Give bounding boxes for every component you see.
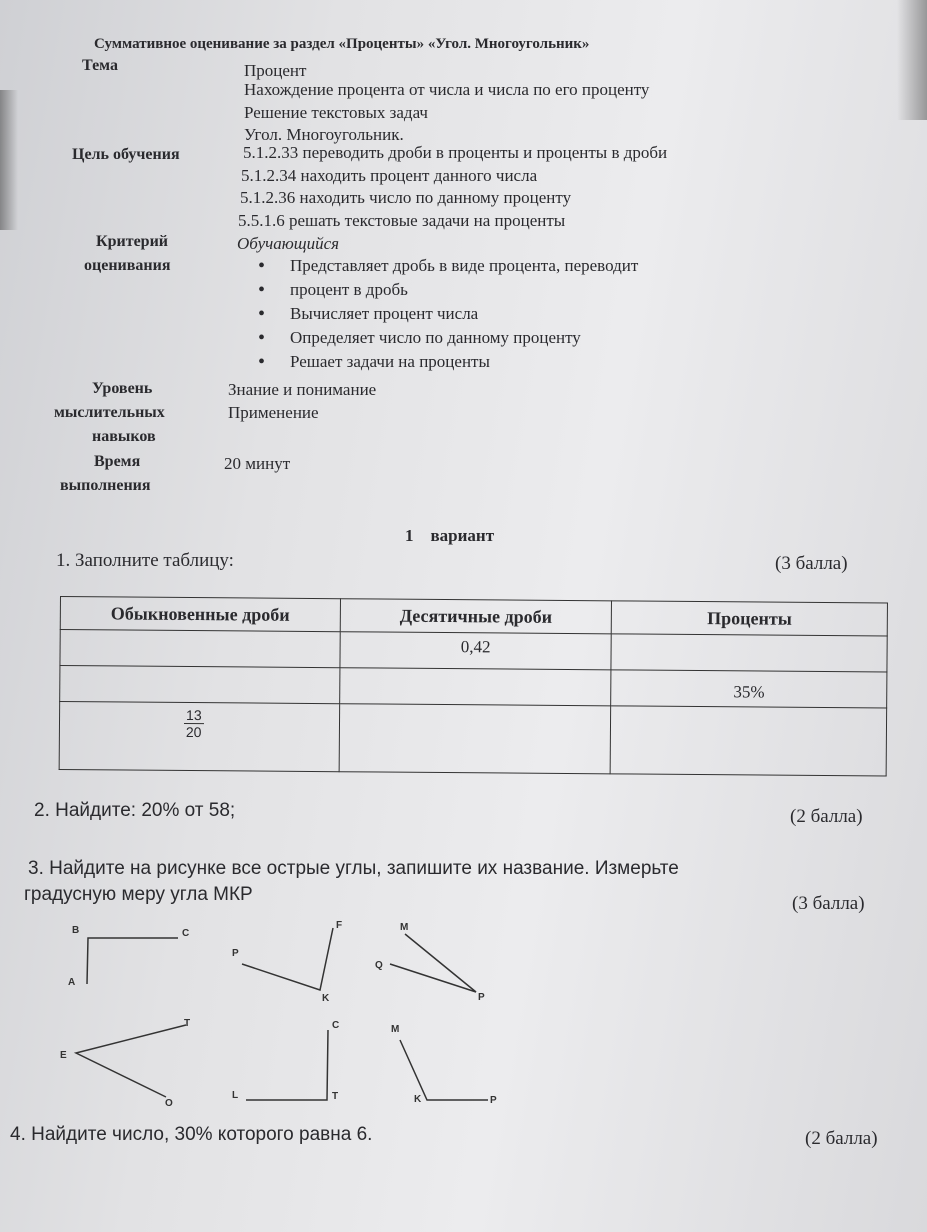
cell-empty[interactable]	[60, 630, 340, 668]
angle-teo	[76, 1025, 186, 1097]
criteria-item: • Вычисляет процент числа	[256, 302, 638, 326]
label-t: T	[184, 1018, 191, 1029]
label-k: K	[322, 993, 330, 1004]
criteria-label: Критерий	[96, 233, 169, 250]
angle-mkp	[400, 1040, 488, 1100]
tema-item: Нахождение процента от числа и числа по его проценту	[244, 80, 650, 99]
label-m: M	[391, 1024, 400, 1035]
fraction	[184, 707, 204, 740]
angle-pkf	[242, 928, 333, 990]
time-label: Время	[94, 453, 141, 470]
header-common-fractions: Обыкновенные дроби	[60, 597, 340, 632]
document-title: Суммативное оценивание за раздел «Проценты» «Угол. Многоугольник»	[94, 36, 590, 52]
label-c: C	[182, 928, 190, 939]
criteria-item: • процент в дробь	[256, 278, 638, 302]
task3-points: (3 балла)	[792, 893, 865, 914]
tema-item: Угол. Многоугольник.	[244, 125, 404, 144]
label-q: Q	[375, 960, 383, 971]
header-decimal-fractions: Десятичные дроби	[340, 599, 612, 634]
criteria-item: • Решает задачи на проценты	[256, 350, 638, 374]
label-e: E	[60, 1050, 67, 1061]
criteria-list	[256, 254, 638, 374]
fraction-denominator: 20	[185, 723, 202, 741]
task2-points: (2 балла)	[790, 806, 863, 827]
variant-label: вариант	[430, 526, 495, 545]
task3-text-line1: 3. Найдите на рисунке все острые углы, запишите их название. Измерьте	[28, 858, 679, 879]
goal-label: Цель обучения	[72, 146, 180, 163]
label-l: L	[232, 1090, 239, 1101]
angle-qpm	[390, 934, 476, 992]
tema-item: Решение текстовых задач	[244, 103, 428, 122]
label-k: K	[414, 1094, 422, 1105]
goal-item: 5.5.1.6 решать текстовые задачи на проценты	[238, 211, 566, 230]
angles-figure	[0, 900, 927, 1120]
label-p: P	[478, 992, 485, 1003]
task1-points: (3 балла)	[775, 553, 848, 574]
photo-edge-shadow	[897, 0, 927, 120]
task3-text-line2: градусную меру угла МКР	[24, 884, 253, 905]
label-m: M	[400, 922, 409, 933]
task1-text: 1. Заполните таблицу:	[56, 550, 234, 571]
angle-ltc	[246, 1030, 328, 1100]
criteria-intro: Обучающийся	[237, 234, 340, 253]
task4-text: 4. Найдите число, 30% которого равна 6.	[10, 1124, 373, 1145]
cell-percent: 35%	[611, 670, 887, 708]
label-p: P	[232, 948, 239, 959]
variant-heading	[405, 526, 494, 546]
task4-points: (2 балла)	[805, 1128, 878, 1149]
tema-label: Тема	[82, 57, 118, 74]
label-f: F	[336, 920, 343, 931]
fraction-table	[59, 596, 888, 776]
angle-abc	[87, 938, 178, 984]
level-item: Знание и понимание	[228, 380, 377, 399]
level-label: навыков	[92, 428, 156, 445]
task2-text: 2. Найдите: 20% от 58;	[34, 800, 236, 821]
criteria-label: оценивания	[84, 257, 171, 274]
variant-number: 1	[405, 526, 414, 545]
cell-empty[interactable]	[339, 704, 611, 774]
label-o: O	[165, 1098, 173, 1109]
goal-item: 5.1.2.36 находить число по данному проценту	[240, 188, 572, 207]
time-label: выполнения	[60, 477, 151, 494]
tema-item: Процент	[244, 61, 307, 80]
cell-decimal: 0,42	[340, 632, 612, 670]
criteria-item: • Представляет дробь в виде процента, переводит	[256, 254, 638, 278]
goal-item: 5.1.2.34 находить процент данного числа	[241, 166, 538, 185]
table-row	[59, 702, 887, 776]
criteria-item: • Определяет число по данному проценту	[256, 326, 638, 350]
level-label: мыслительных	[54, 404, 165, 421]
header-percents: Проценты	[612, 601, 888, 636]
photo-edge-shadow-left	[0, 90, 18, 230]
label-t: T	[332, 1091, 339, 1102]
cell-empty[interactable]	[610, 706, 886, 776]
fraction-numerator: 13	[184, 707, 204, 724]
cell-empty[interactable]	[611, 634, 887, 672]
label-p: P	[490, 1095, 497, 1106]
goal-item: 5.1.2.33 переводить дроби в проценты и проценты в дроби	[243, 143, 668, 162]
cell-empty[interactable]	[339, 668, 611, 706]
cell-fraction	[59, 702, 339, 772]
label-a: A	[68, 977, 76, 988]
label-b: B	[72, 925, 80, 936]
time-value: 20 минут	[224, 454, 291, 473]
level-label: Уровень	[92, 380, 153, 397]
level-item: Применение	[228, 403, 319, 422]
cell-empty[interactable]	[60, 666, 340, 704]
label-c: C	[332, 1020, 340, 1031]
